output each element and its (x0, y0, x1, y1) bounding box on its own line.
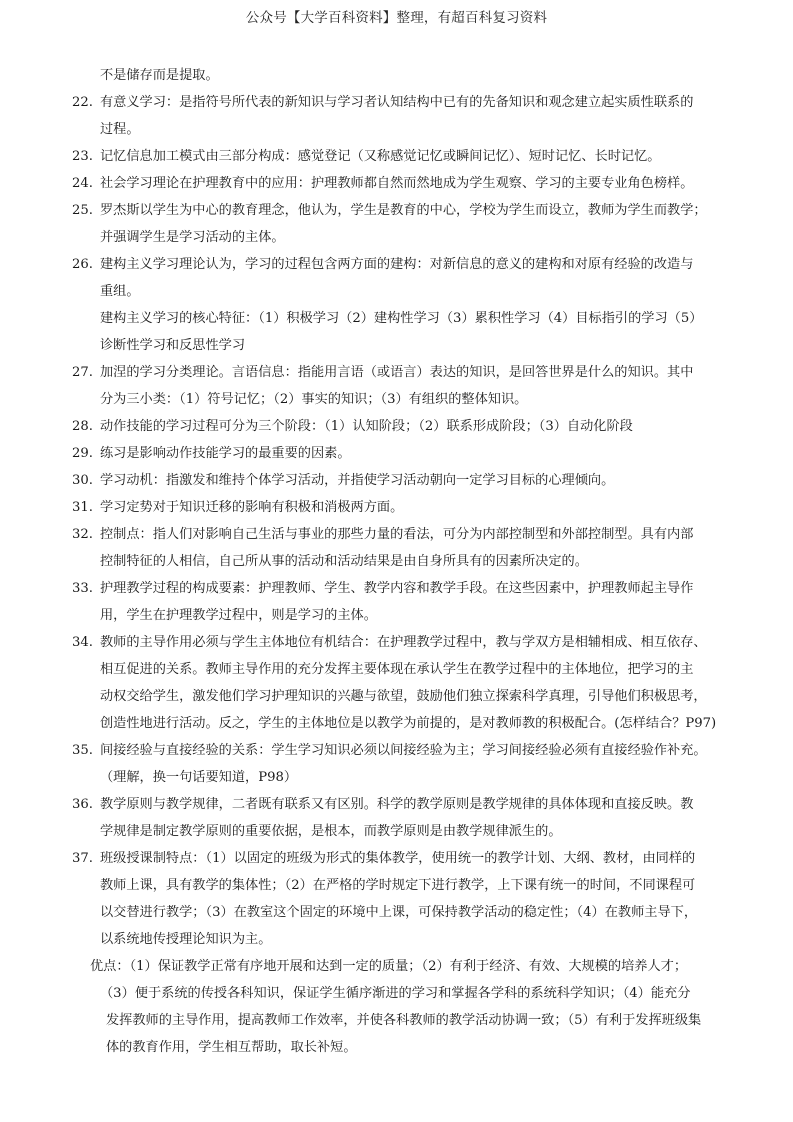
list-item (72, 845, 740, 872)
list-item (72, 197, 740, 224)
item-text: 加涅的学习分类理论。言语信息：指能用言语（或语言）表达的知识，是回答世界是什么的知识。其中 (100, 365, 694, 380)
text-line: 以交替进行教学；（3）在教室这个固定的环境中上课，可保持教学活动的稳定性；（4）在教师主导下， (100, 905, 698, 920)
item-number: 24. (72, 176, 93, 191)
item-number: 29. (72, 446, 93, 461)
item-number: 35. (72, 743, 93, 758)
text-line: 分为三小类：（1）符号记忆；（2）事实的知识；（3）有组织的整体知识。 (100, 392, 528, 407)
text-line: 用，学生在护理教学过程中，则是学习的主体。 (100, 608, 377, 623)
item-number: 28. (72, 419, 93, 434)
item-text: 记忆信息加工模式由三部分构成：感觉登记（又称感觉记忆或瞬间记忆）、短时记忆、长时记忆。 (100, 149, 661, 164)
list-item (72, 413, 740, 440)
list-item (72, 359, 740, 386)
item-text: 控制点：指人们对影响自己生活与事业的那些力量的看法，可分为内部控制型和外部控制型。具有内部 (100, 527, 694, 542)
item-text: 间接经验与直接经验的关系：学生学习知识必须以间接经验为主；学习间接经验必须有直接经验作补充。 (100, 743, 707, 758)
document-body (72, 62, 740, 1061)
list-item (72, 494, 740, 521)
list-item (72, 89, 740, 116)
item-number: 25. (72, 203, 93, 218)
text-line: 发挥教师的主导作用，提高教师工作效率，并使各科教师的教学活动协调一致；（5）有利于发挥班级集 (106, 1013, 702, 1028)
item-number: 26. (72, 257, 93, 272)
item-number: 27. (72, 365, 93, 380)
item-number: 32. (72, 527, 93, 542)
item-text: 护理教学过程的构成要素：护理教师、学生、教学内容和教学手段。在这些因素中，护理教师起主导作 (100, 581, 694, 596)
item-text: 学习动机：指激发和维持个体学习活动，并指使学习活动朝向一定学习目标的心理倾向。 (100, 473, 615, 488)
text-line: 重组。 (100, 284, 140, 299)
list-item (72, 467, 740, 494)
text-line: 过程。 (100, 122, 140, 137)
text-line: 创造性地进行活动。反之，学生的主体地位是以教学为前提的，是对教师教的积极配合。(怎样结合？P97) (100, 716, 717, 731)
text-line: 不是储存而是提取。 (100, 68, 219, 83)
text-line: 控制特征的人相信，自己所从事的活动和活动结果是由自身所具有的因素所决定的。 (100, 554, 588, 569)
text-line: 并强调学生是学习活动的主体。 (100, 230, 285, 245)
page-header: 公众号【大学百科资料】整理，有超百科复习资料 (245, 10, 548, 26)
item-text: 教学原则与教学规律，二者既有联系又有区别。科学的教学原则是教学规律的具体体现和直接反映。教 (100, 797, 694, 812)
list-item (72, 575, 740, 602)
item-text: 动作技能的学习过程可分为三个阶段：（1）认知阶段；（2）联系形成阶段；（3）自动化阶段 (100, 419, 633, 434)
text-line: 优点：（1）保证教学正常有序地开展和达到一定的质量；（2）有利于经济、有效、大规模的培养人才； (90, 959, 688, 974)
list-item (72, 737, 740, 764)
item-text: 练习是影响动作技能学习的最重要的因素。 (100, 446, 351, 461)
item-number: 30. (72, 473, 93, 488)
text-line: 诊断性学习和反思性学习 (100, 338, 246, 353)
item-text: 学习定势对于知识迁移的影响有积极和消极两方面。 (100, 500, 404, 515)
item-number: 23. (72, 149, 93, 164)
item-text: 班级授课制特点：（1）以固定的班级为形式的集体教学，使用统一的教学计划、大纲、教材，由同样的 (100, 851, 696, 866)
list-item (72, 791, 740, 818)
item-text: 建构主义学习理论认为，学习的过程包含两方面的建构：对新信息的意义的建构和对原有经验的改造与 (100, 257, 694, 272)
item-text: 罗杰斯以学生为中心的教育理念，他认为，学生是教育的中心，学校为学生而设立，教师为学生而教学； (100, 203, 707, 218)
text-line: 以系统地传授理论知识为主。 (100, 932, 272, 947)
text-line: 相互促进的关系。教师主导作用的充分发挥主要体现在承认学生在教学过程中的主体地位，把学习的主 (100, 662, 694, 677)
text-line: 体的教育作用，学生相互帮助，取长补短。 (106, 1040, 357, 1055)
list-item (72, 521, 740, 548)
text-line: 教师上课，具有教学的集体性；（2）在严格的学时规定下进行教学，上下课有统一的时间，不同课程可 (100, 878, 696, 893)
item-text: 有意义学习：是指符号所代表的新知识与学习者认知结构中已有的先备知识和观念建立起实质性联系的 (100, 95, 694, 110)
item-number: 22. (72, 95, 93, 110)
item-number: 33. (72, 581, 93, 596)
item-number: 37. (72, 851, 93, 866)
list-item (72, 629, 740, 656)
text-line: 动权交给学生，激发他们学习护理知识的兴趣与欲望，鼓励他们独立探索科学真理，引导他们积极思考， (100, 689, 707, 704)
text-line: （理解，换一句话要知道，P98） (100, 770, 298, 785)
list-item (72, 440, 740, 467)
list-item (72, 251, 740, 278)
item-text: 教师的主导作用必须与学生主体地位有机结合：在护理教学过程中，教与学双方是相辅相成、相互依存、 (100, 635, 707, 650)
text-line: （3）便于系统的传授各科知识，保证学生循序渐进的学习和掌握各学科的系统科学知识；（4）能充分 (100, 986, 691, 1001)
text-line: 建构主义学习的核心特征：（1）积极学习（2）建构性学习（3）累积性学习（4）目标指引的学习（5） (100, 311, 703, 326)
item-number: 36. (72, 797, 93, 812)
item-number: 34. (72, 635, 93, 650)
list-item (72, 143, 740, 170)
list-item (72, 170, 740, 197)
text-line: 学规律是制定教学原则的重要依据，是根本，而教学原则是由教学规律派生的。 (100, 824, 562, 839)
item-text: 社会学习理论在护理教育中的应用：护理教师都自然而然地成为学生观察、学习的主要专业角色榜样。 (100, 176, 694, 191)
item-number: 31. (72, 500, 93, 515)
